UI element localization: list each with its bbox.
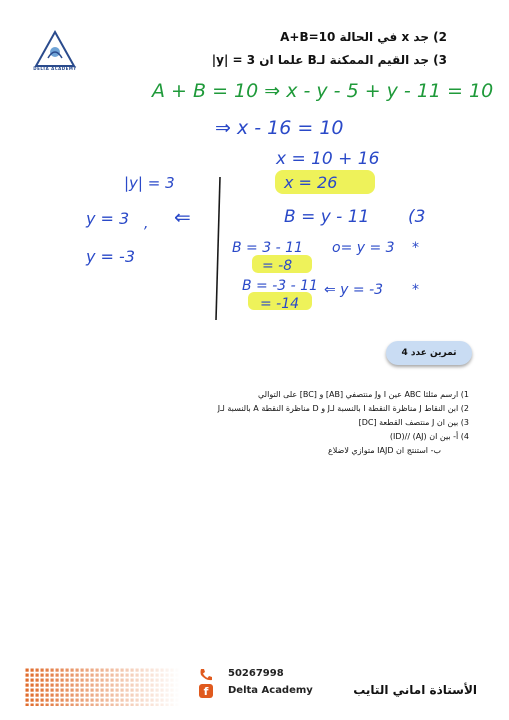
hw-line3: x = 10 + 16 (276, 149, 380, 169)
phone-icon (198, 667, 214, 683)
question-number: 2) (433, 30, 447, 44)
exercise-item-4b: ب- استنتج ان IAJD متوازي لاضلاع (327, 446, 441, 455)
hw-right2-star: * (412, 240, 419, 256)
hw-left2b: , (144, 216, 149, 232)
logo-text: DELTA ACADEMY (33, 66, 77, 71)
handwritten-solution (70, 72, 494, 332)
question-text: جد x في الحالة A+B=10 (280, 30, 429, 44)
teacher-name: الأستاذة اماني التايب (353, 683, 477, 697)
hw-right2-cond: o= y = 3 (332, 240, 395, 256)
hw-right5: = -14 (260, 296, 300, 312)
hw-left3: y = -3 (86, 247, 135, 266)
hw-right4-cond: ⇐ y = -3 (324, 282, 384, 298)
hw-left1: |y| = 3 (124, 174, 175, 192)
footer-dot-pattern (25, 668, 180, 706)
hw-line4: x = 26 (284, 173, 338, 192)
hw-line2: ⇒ x - 16 = 10 (215, 117, 344, 139)
question-2 (280, 30, 447, 44)
academy-name: Delta Academy (228, 685, 313, 696)
exercise-items (69, 388, 469, 458)
hw-right2: B = 3 - 11 (232, 240, 303, 256)
hw-arrow-left: ⇐ (174, 205, 191, 229)
question-text: جد القيم الممكنة لـB علما ان 3 = |y| (211, 53, 429, 67)
question-3 (212, 53, 447, 67)
hw-right1: B = y - 11 (284, 207, 370, 227)
question-number: 3) (433, 53, 447, 67)
exercise-label: تمرين عدد 4 (386, 341, 472, 365)
hw-right4: B = -3 - 11 (242, 278, 318, 294)
hw-line1: A + B = 10 ⇒ x - y - 5 + y - 11 = 10 (152, 80, 494, 102)
exercise-item-3: 3) بين ان J منتصف القطعة [DC] (358, 418, 469, 427)
exercise-item-2: 2) ابن النقاط J مناظرة النقطة I بالنسبة لـJ و D مناظرة النقطة A بالنسبة لـJ (217, 404, 469, 413)
phone-number: 50267998 (228, 668, 284, 679)
hw-left2: y = 3 (86, 209, 130, 228)
facebook-icon: f (199, 684, 213, 698)
hw-right1-mark: (3 (408, 207, 426, 227)
exercise-item-4a: 4) أ- بين ان (AJ) //(ID) (389, 432, 469, 441)
hw-right4-star: * (412, 282, 419, 298)
handwriting-divider (216, 177, 220, 320)
hw-right3: = -8 (262, 258, 293, 274)
exercise-item-1: 1) ارسم مثلثا ABC عين I وJ منتصفي [AB] و [BC] على التوالي (258, 390, 469, 399)
